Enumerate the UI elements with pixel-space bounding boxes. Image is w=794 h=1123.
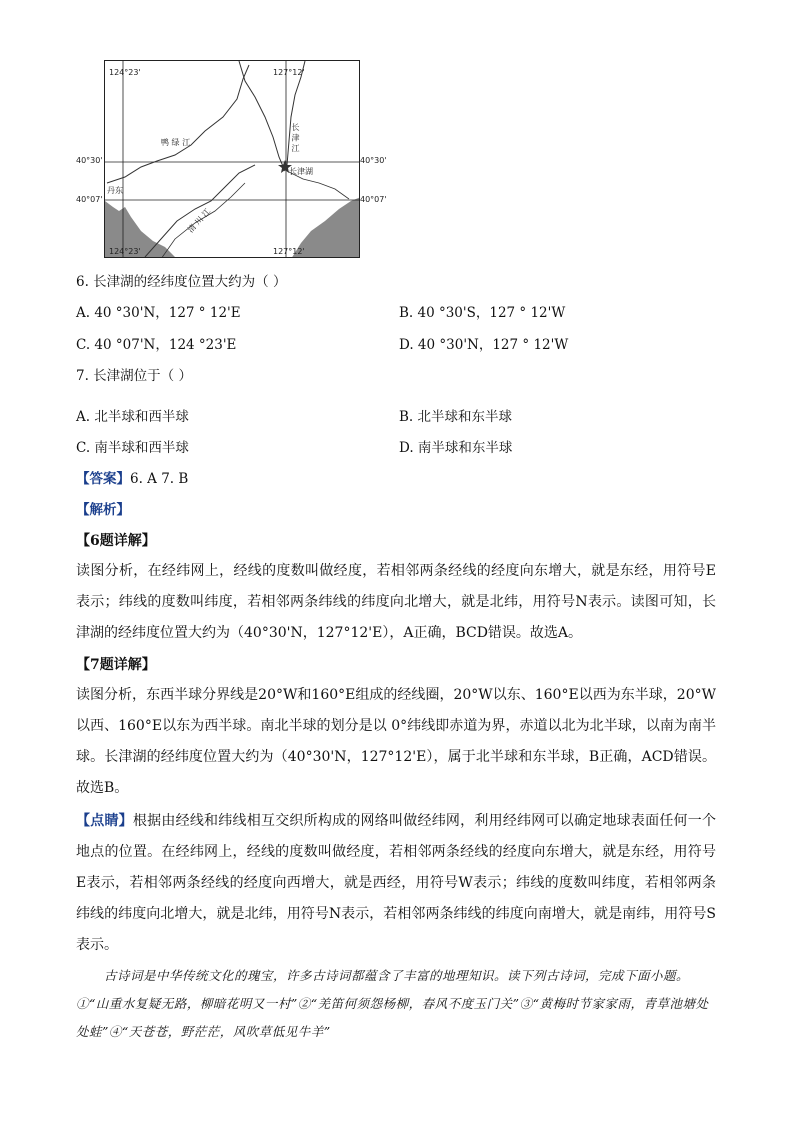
- question-7-stem: 7. 长津湖位于（ ）: [76, 368, 192, 384]
- map-label-lon-top-left: 124°23': [109, 68, 141, 77]
- question-7-option-c: C. 南半球和西半球: [76, 440, 189, 456]
- map-label-river-yalu: 鸭 绿 江: [161, 138, 191, 147]
- answer-line: [76, 470, 188, 488]
- detail-7-title: 【7题详解】: [76, 657, 156, 673]
- detail-7-text: 读图分析，东西半球分界线是20°W和160°E组成的经线圈，20°W以东、160°E以西为东半球，20°W以西、160°E以东为西半球。南北半球的划分是以 0°纬线即赤道为界，赤道以北为北半球，以南为南半球。长津湖的经纬度位置大约为（40°30'N，127°12'E），属于北半球和东半球，B正确，ACD错误。故选B。: [76, 687, 716, 796]
- river-yalu-line: [239, 61, 285, 171]
- answer-text: 6. A 7. B: [130, 471, 189, 487]
- analysis-heading: [76, 501, 130, 519]
- map-drawing: [105, 61, 360, 258]
- map-label-lake: 长津湖: [289, 167, 313, 176]
- question-6-option-a: A. 40 °30'N，127 ° 12'E: [76, 305, 241, 321]
- latlon-map: [104, 60, 360, 258]
- detail-6-text: 读图分析，在经纬网上，经线的度数叫做经度，若相邻两条经线的经度向东增大，就是东经，用符号E表示；纬线的度数叫纬度，若相邻两条纬线的纬度向北增大，就是北纬，用符号N表示。读图可知，长津湖的经纬度位置大约为（40°30'N，127°12'E），A正确，BCD错误。故选A。: [76, 563, 716, 641]
- question-6-option-b: B. 40 °30'S，127 ° 12'W: [399, 305, 566, 321]
- answer-tag: 【答案】: [76, 471, 130, 487]
- poem-intro: 古诗词是中华传统文化的瑰宝，许多古诗词都蕴含了丰富的地理知识。读下列古诗词，完成下面小题。①“山重水复疑无路，柳暗花明又一村”②“羌笛何须怨杨柳，春风不度玉门关”③“黄梅时节家家雨，青草池塘处处蛙”④“天苍苍，野茫茫，风吹草低见牛羊”: [76, 968, 709, 1039]
- border-line: [107, 65, 249, 183]
- tip-tag: 【点睛】: [76, 813, 133, 829]
- map-label-lon-bottom-right: 127°12': [273, 247, 305, 256]
- detail-6-title: 【6题详解】: [76, 533, 156, 549]
- map-label-lat-right-upper: 40°30': [360, 156, 387, 165]
- map-label-lon-bottom-left: 124°23': [109, 247, 141, 256]
- map-label-lat-left-upper: 40°30': [76, 156, 103, 165]
- question-6-option-c: C. 40 °07'N，124 °23'E: [76, 337, 237, 353]
- question-7-option-d: D. 南半球和东半球: [399, 440, 513, 456]
- question-7-option-b: B. 北半球和东半球: [399, 409, 513, 425]
- question-6-stem: 6. 长津湖的经纬度位置大约为（ ）: [76, 274, 287, 290]
- tip-text: 根据由经线和纬线相互交织所构成的网络叫做经纬网，利用经纬网可以确定地球表面任何一个地点的位置。在经纬网上，经线的度数叫做经度，若相邻两条经线的经度向东增大，就是东经，用符号E表示，若相邻两条经线的经度向西增大，就是西经，用符号W表示；纬线的度数叫纬度，若相邻两条纬线的纬度向北增大，就是北纬，用符号N表示，若相邻两条纬线的纬度向南增大，就是南纬，用符号S表示。: [76, 813, 717, 953]
- map-label-lat-right-lower: 40°07': [360, 195, 387, 204]
- tip-paragraph: [76, 806, 716, 961]
- map-label-lat-left-lower: 40°07': [76, 195, 103, 204]
- question-7-option-a: A. 北半球和西半球: [76, 409, 189, 425]
- map-label-river-changjin: 长 津 江: [291, 123, 300, 153]
- map-label-city: 丹东: [107, 186, 123, 195]
- question-6-option-d: D. 40 °30'N，127 ° 12'W: [399, 337, 569, 353]
- analysis-tag: 【解析】: [76, 502, 130, 518]
- map-label-river-qingchuan: 清 川 江: [186, 206, 213, 235]
- map-label-lon-top-right: 127°12': [273, 68, 305, 77]
